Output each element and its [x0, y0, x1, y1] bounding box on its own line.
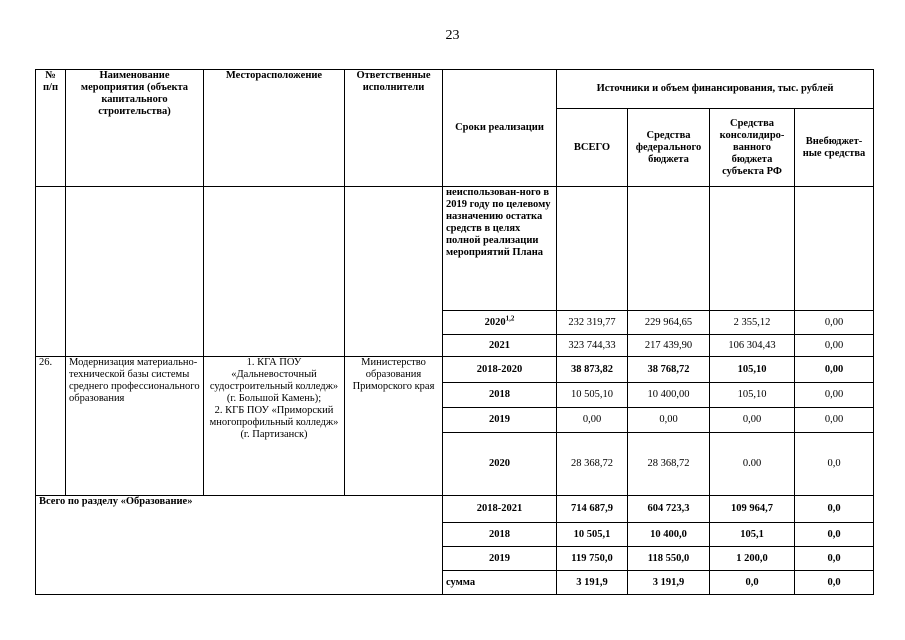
carry-total: 232 319,77	[557, 311, 628, 335]
total-extra: 0,0	[795, 523, 874, 547]
item-regional: 105,10	[710, 383, 795, 408]
carry-period: 2021	[443, 335, 557, 357]
carry-empty-regional	[710, 187, 795, 311]
carry-responsible	[345, 187, 443, 357]
item-federal: 10 400,00	[628, 383, 710, 408]
carry-extra: 0,00	[795, 311, 874, 335]
carry-name	[66, 187, 204, 357]
header-extra: Внебюджет-ные средства	[795, 109, 874, 187]
item-extra: 0,00	[795, 408, 874, 433]
carry-empty-total	[557, 187, 628, 311]
carry-extra: 0,00	[795, 335, 874, 357]
total-regional: 0,0	[710, 571, 795, 595]
item-regional: 0.00	[710, 433, 795, 496]
carry-empty-federal	[628, 187, 710, 311]
item-federal: 0,00	[628, 408, 710, 433]
total-extra: 0,0	[795, 571, 874, 595]
item-period: 2018-2020	[443, 357, 557, 383]
carry-federal: 217 439,90	[628, 335, 710, 357]
carry-federal: 229 964,65	[628, 311, 710, 335]
total-regional: 1 200,0	[710, 547, 795, 571]
item-total: 38 873,82	[557, 357, 628, 383]
item-regional: 0,00	[710, 408, 795, 433]
carry-regional: 106 304,43	[710, 335, 795, 357]
item-extra: 0,00	[795, 357, 874, 383]
item-period: 2020	[443, 433, 557, 496]
total-period: 2019	[443, 547, 557, 571]
carry-total: 323 744,33	[557, 335, 628, 357]
total-regional: 109 964,7	[710, 496, 795, 523]
header-regional: Средства консолидиро-ванного бюджета субъекта РФ	[710, 109, 795, 187]
item-period: 2019	[443, 408, 557, 433]
item-extra: 0,0	[795, 433, 874, 496]
section-total-label: Всего по разделу «Образование»	[36, 496, 443, 595]
total-period: 2018-2021	[443, 496, 557, 523]
total-total: 10 505,1	[557, 523, 628, 547]
header-location: Месторасположение	[204, 70, 345, 187]
header-name: Наименование мероприятия (объекта капитального строительства)	[66, 70, 204, 187]
item-federal: 28 368,72	[628, 433, 710, 496]
header-sources: Источники и объем финансирования, тыс. рублей	[557, 70, 874, 109]
item-total: 0,00	[557, 408, 628, 433]
footnote-mark: 1,2	[505, 314, 515, 322]
total-total: 119 750,0	[557, 547, 628, 571]
carry-note: неиспользован-ного в 2019 году по целевому назначению остатка средств в целях полной реализации мероприятий Плана	[443, 187, 557, 311]
carry-period: 2020$^{1,2}$	[443, 311, 557, 335]
carry-no	[36, 187, 66, 357]
total-extra: 0,0	[795, 547, 874, 571]
total-period: сумма	[443, 571, 557, 595]
item-extra: 0,00	[795, 383, 874, 408]
item-total: 10 505,10	[557, 383, 628, 408]
header-total: ВСЕГО	[557, 109, 628, 187]
header-federal: Средства федерального бюджета	[628, 109, 710, 187]
item-federal: 38 768,72	[628, 357, 710, 383]
item-responsible: Министерство образования Приморского края	[345, 357, 443, 496]
item-total: 28 368,72	[557, 433, 628, 496]
header-responsible: Ответственные исполнители	[345, 70, 443, 187]
total-federal: 10 400,0	[628, 523, 710, 547]
total-federal: 118 550,0	[628, 547, 710, 571]
item-period: 2018	[443, 383, 557, 408]
financing-table	[35, 69, 874, 595]
total-period: 2018	[443, 523, 557, 547]
total-total: 714 687,9	[557, 496, 628, 523]
page-number: 23	[445, 28, 460, 43]
total-extra: 0,0	[795, 496, 874, 523]
carry-empty-extra	[795, 187, 874, 311]
carry-regional: 2 355,12	[710, 311, 795, 335]
total-total: 3 191,9	[557, 571, 628, 595]
item-location: 1. КГА ПОУ «Дальневосточный судостроительный колледж» (г. Большой Камень); 2. КГБ ПОУ «Приморский многопрофильный колледж» (г. Партизанск)	[204, 357, 345, 496]
header-period: Сроки реализации	[443, 70, 557, 187]
total-federal: 604 723,3	[628, 496, 710, 523]
header-no: № п/п	[36, 70, 66, 187]
item-no: 26.	[36, 357, 66, 496]
carry-location	[204, 187, 345, 357]
item-name: Модернизация материально-технической базы системы среднего профессионального образования	[66, 357, 204, 496]
item-regional: 105,10	[710, 357, 795, 383]
total-regional: 105,1	[710, 523, 795, 547]
total-federal: 3 191,9	[628, 571, 710, 595]
